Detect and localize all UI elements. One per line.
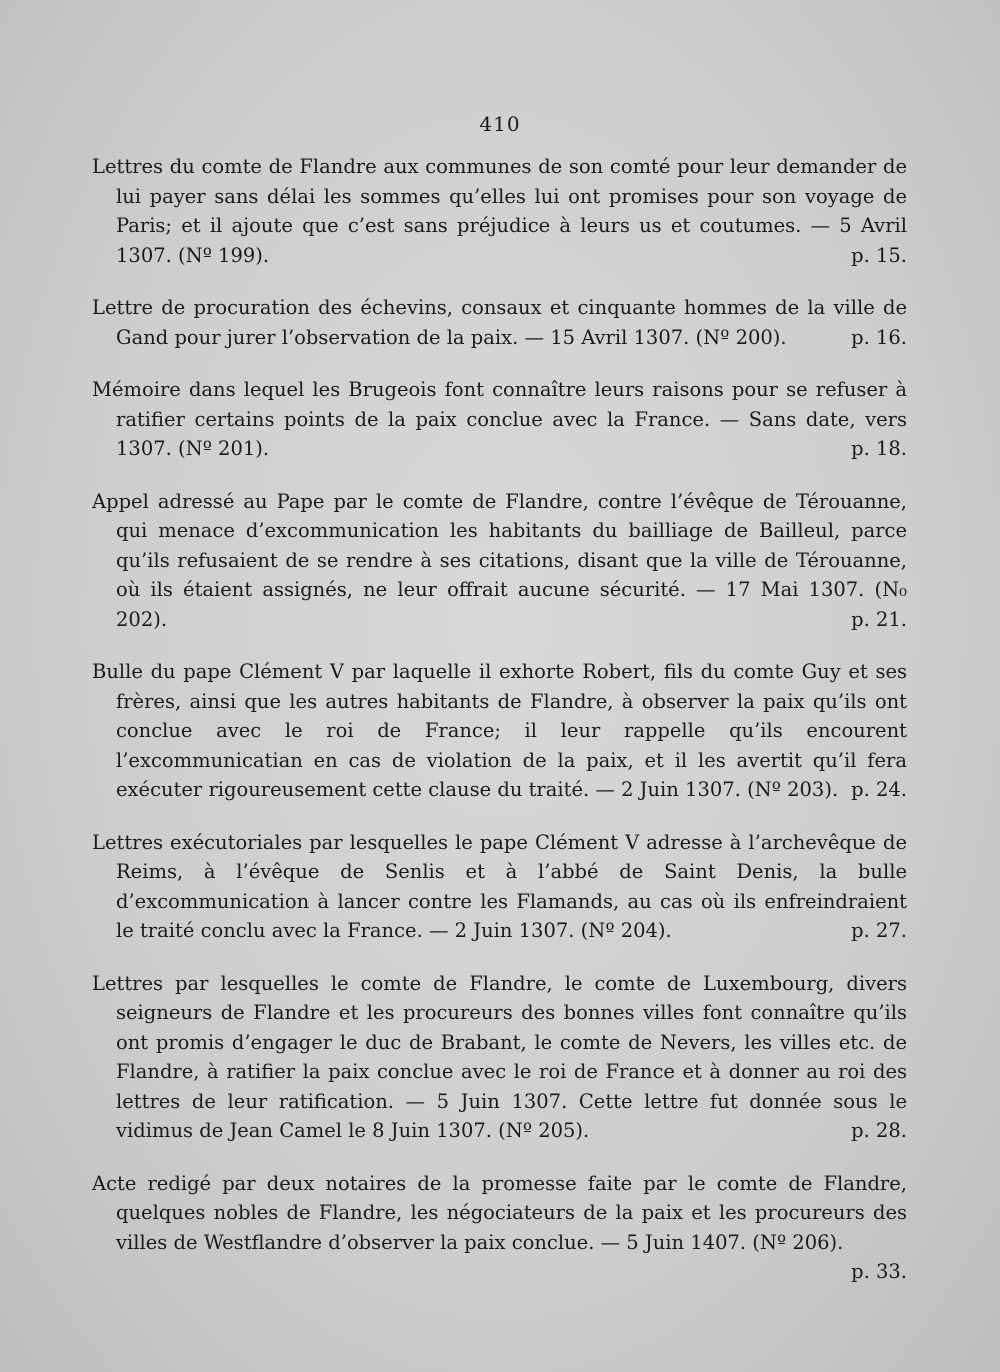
- entry-page-ref: p. 27.: [851, 919, 907, 942]
- entry-page-ref: p. 15.: [851, 243, 907, 267]
- entry-199: [92, 152, 907, 270]
- entry-202: [92, 487, 907, 635]
- entry-206: [92, 1169, 907, 1287]
- entry-text: Lettre de procuration des échevins, consaux et cinquante hommes de la ville de Gand pour jurer l’observation de la paix. — 15 Avril 1307. (Nº 200).: [92, 296, 907, 349]
- entry-203: [92, 657, 907, 805]
- entry-page-ref: p. 33.: [851, 1260, 907, 1283]
- entry-text: Bulle du pape Clément V par laquelle il exhorte Robert, fils du comte Guy et ses frères, ainsi que les autres habitants de Flandre, à observer la paix qu’ils ont conclue avec le roi de France; il leur rappelle qu’ils encourent l’excommunicatian en cas de violation de la paix, et il les avertit qu’il fera exécuter rigoureusement cette clause du traité. — 2 Juin 1307. (Nº 203).: [92, 660, 907, 801]
- entry-205: [92, 969, 907, 1146]
- entry-text: Lettres exécutoriales par lesquelles le pape Clément V adresse à l’archevêque de Reims, à l’évêque de Senlis et à l’abbé de Saint Denis, la bulle d’excommunication à lancer contre les Flamands, au cas où ils enfreindraient le traité conclu avec la France. — 2 Juin 1307. (Nº 204).: [92, 830, 907, 942]
- entry-page-ref: p. 18.: [851, 437, 907, 460]
- entry-text: Appel adressé au Pape par le comte de Flandre, contre l’évêque de Térouanne, qui menace d’excommunication les habitants du bailliage de Bailleul, parce qu’ils refusaient de se rendre à ses citations, disant que la ville de Térouanne, où ils étaient assignés, ne leur offrait aucune sécurité. — 17 Mai 1307. (N₀ 202).: [92, 489, 907, 631]
- entry-page-ref: p. 16.: [851, 325, 907, 349]
- entry-text: Lettres du comte de Flandre aux communes de son comté pour leur demander de lui payer sans délai les sommes qu’elles lui ont promises pour son voyage de Paris; et il ajoute que c’est sans préjudice à leurs us et coutumes. — 5 Avril 1307. (Nº 199).: [92, 155, 907, 267]
- entry-page-ref: p. 21.: [851, 607, 907, 631]
- chronological-entries: [92, 152, 907, 1310]
- entry-text: Mémoire dans lequel les Brugeois font connaître leurs raisons pour se refuser à ratifier certains points de la paix conclue avec la France. — Sans date, vers 1307. (Nº 201).: [92, 378, 907, 460]
- page-number: 410: [479, 112, 521, 136]
- entry-text: Lettres par lesquelles le comte de Flandre, le comte de Luxembourg, divers seigneurs de Flandre et les procureurs des bonnes villes font connaître qu’ils ont promis d’engager le duc de Brabant, le comte de Nevers, les villes etc. de Flandre, à ratifier la paix conclue avec le roi de France et à donner au roi des lettres de leur ratification. — 5 Juin 1307. Cette lettre fut donnée sous le vidimus de Jean Camel le 8 Juin 1307. (Nº 205).: [92, 971, 907, 1142]
- entry-201: [92, 375, 907, 464]
- entry-204: [92, 828, 907, 946]
- entry-text: Acte redigé par deux notaires de la promesse faite par le comte de Flandre, quelques nobles de Flandre, les négociateurs de la paix et les procureurs des villes de Westflandre d’observer la paix conclue. — 5 Juin 1407. (Nº 206).: [92, 1171, 907, 1254]
- entry-200: [92, 293, 907, 352]
- entry-page-ref: p. 28.: [851, 1119, 907, 1142]
- entry-page-ref: p. 24.: [851, 778, 907, 801]
